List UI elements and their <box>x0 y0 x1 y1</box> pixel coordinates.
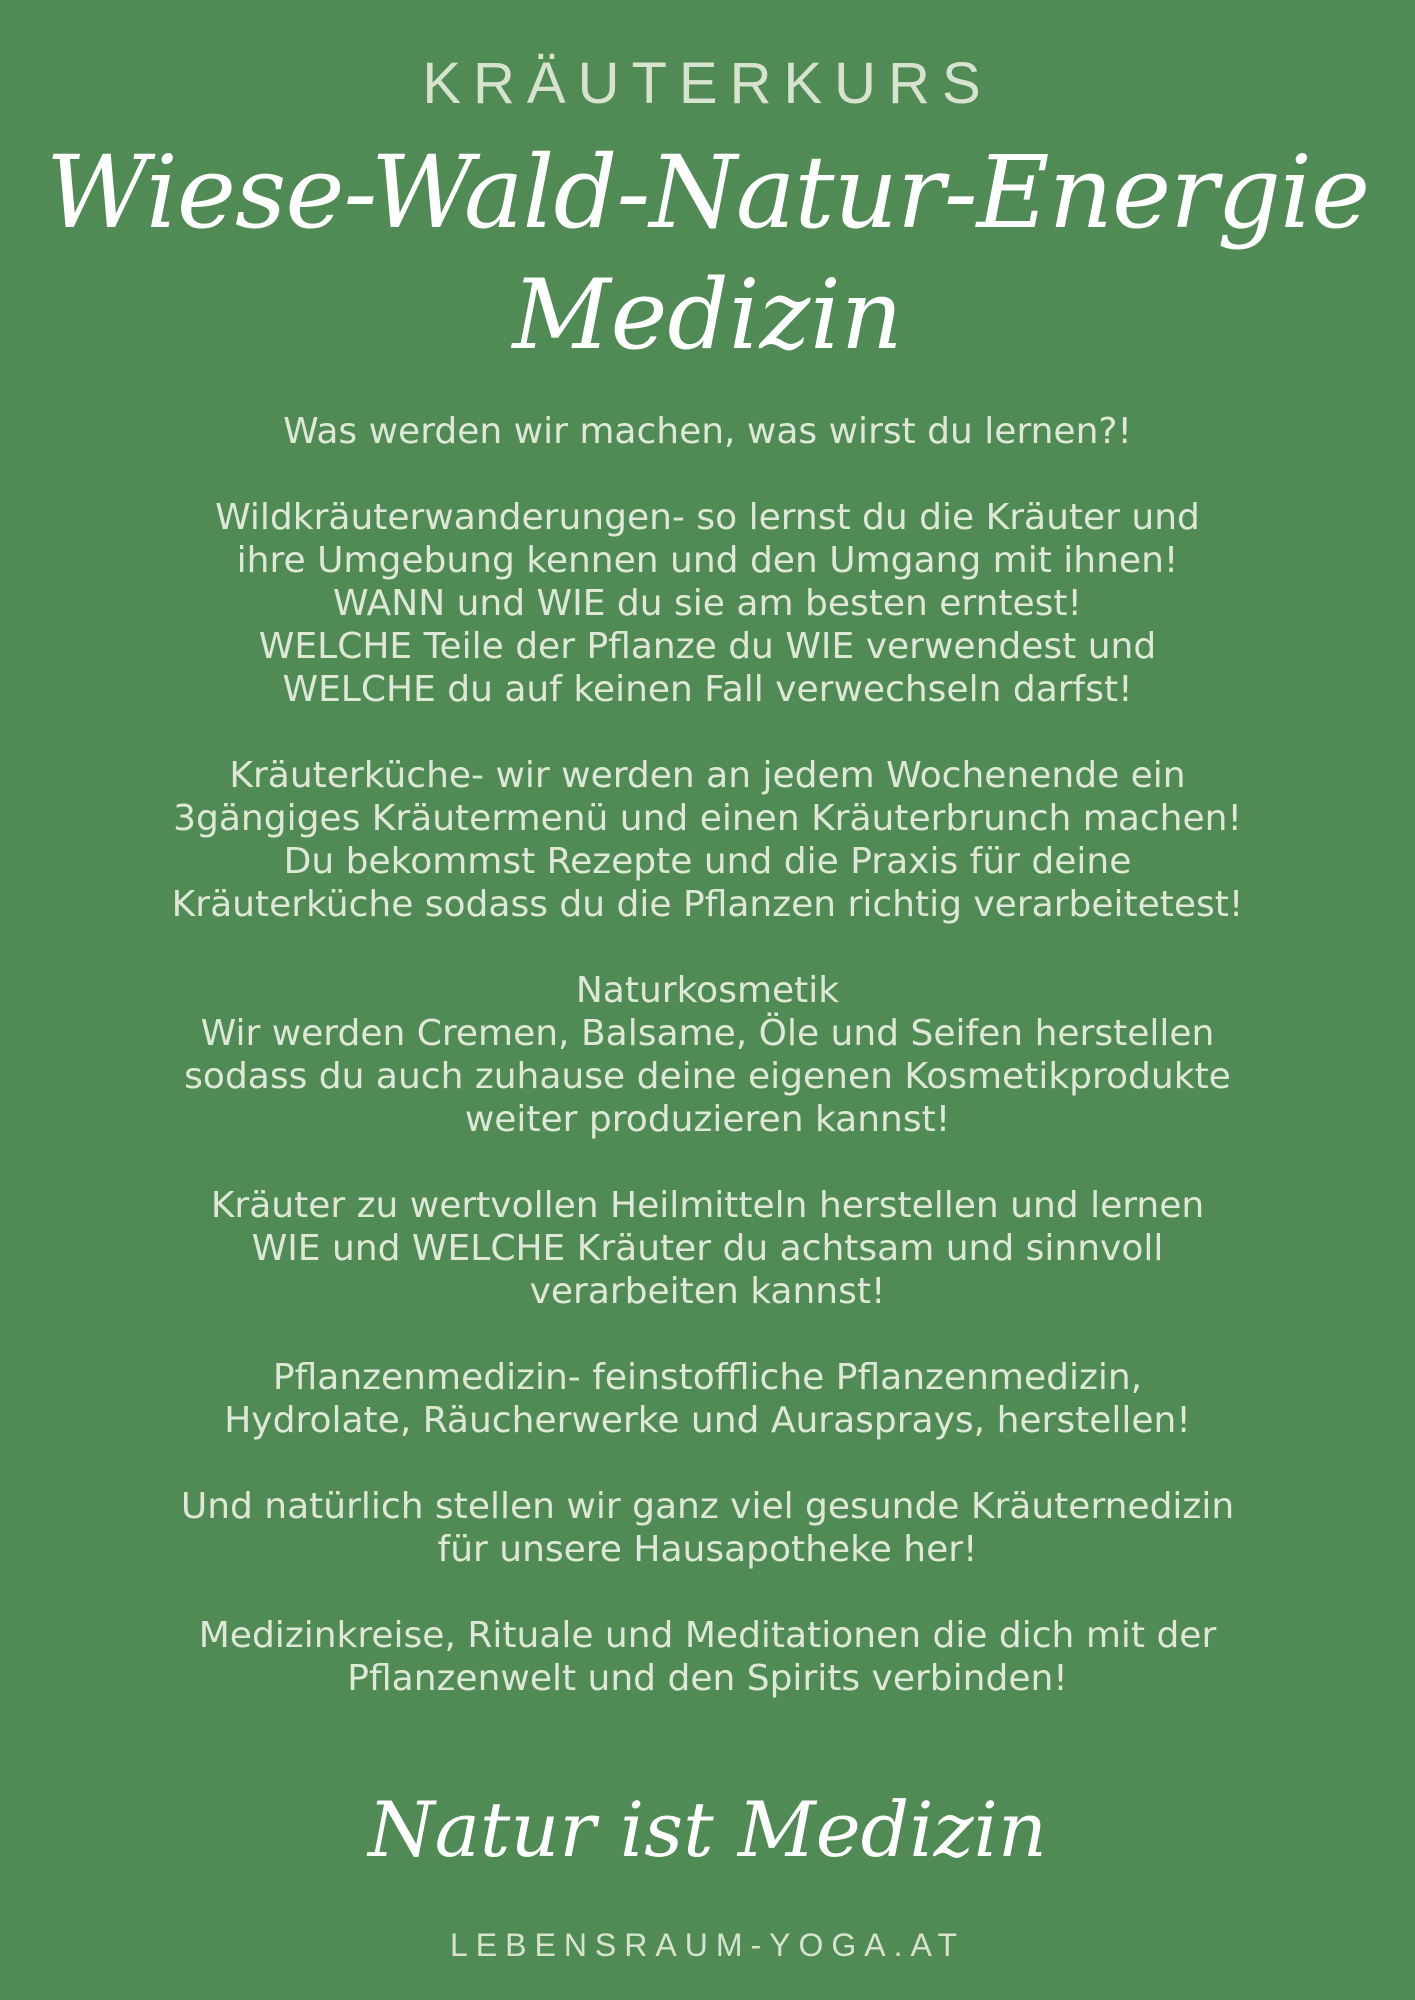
section-naturkosmetik: Naturkosmetik Wir werden Cremen, Balsame, Öle und Seifen herstellen sodass du auch zuhause deine eigenen Kosmetikprodukte weiter produzieren kannst! <box>184 970 1231 1140</box>
course-label: KRÄUTERKURS <box>422 51 993 116</box>
section-heilmittel: Kräuter zu wertvollen Heilmitteln herstellen und lernen WIE und WELCHE Kräuter du achtsam und sinnvoll verarbeiten kannst! <box>210 1185 1205 1312</box>
section-pflanzenmedizin: Pflanzenmedizin- feinstoffliche Pflanzenmedizin, Hydrolate, Räucherwerke und Aurasprays, herstellen! <box>224 1357 1191 1441</box>
section-kraeuterkueche: Kräuterküche- wir werden an jedem Wochenende ein 3gängiges Kräutermenü und einen Kräuterbrunch machen! Du bekommst Rezepte und die Praxis für deine Kräuterküche sodass du die Pflanzen richtig verarbeitetest! <box>171 755 1244 925</box>
title-line-2: Medizin <box>512 259 903 371</box>
intro-question: Was werden wir machen, was wirst du lernen?! <box>283 411 1132 452</box>
section-medizinkreise: Medizinkreise, Rituale und Meditationen die dich mit der Pflanzenwelt und den Spirits verbinden! <box>198 1615 1217 1699</box>
website-link[interactable]: LEBENSRAUM-YOGA.AT <box>449 1927 966 1963</box>
motto: Natur ist Medizin <box>368 1785 1047 1874</box>
section-hausapotheke: Und natürlich stellen wir ganz viel gesunde Kräuternedizin für unsere Hausapotheke her! <box>180 1486 1235 1570</box>
title-line-1: Wiese-Wald-Natur-Energie <box>45 134 1370 251</box>
section-wildkraeuterwanderungen: Wildkräuterwanderungen- so lernst du die Kräuter und ihre Umgebung kennen und den Umgang mit ihnen! WANN und WIE du sie am besten erntest! WELCHE Teile der Pflanze du WIE verwendest und WELCHE du auf keinen Fall verwechseln darfst! <box>215 497 1200 710</box>
course-description <box>130 410 1285 1743</box>
